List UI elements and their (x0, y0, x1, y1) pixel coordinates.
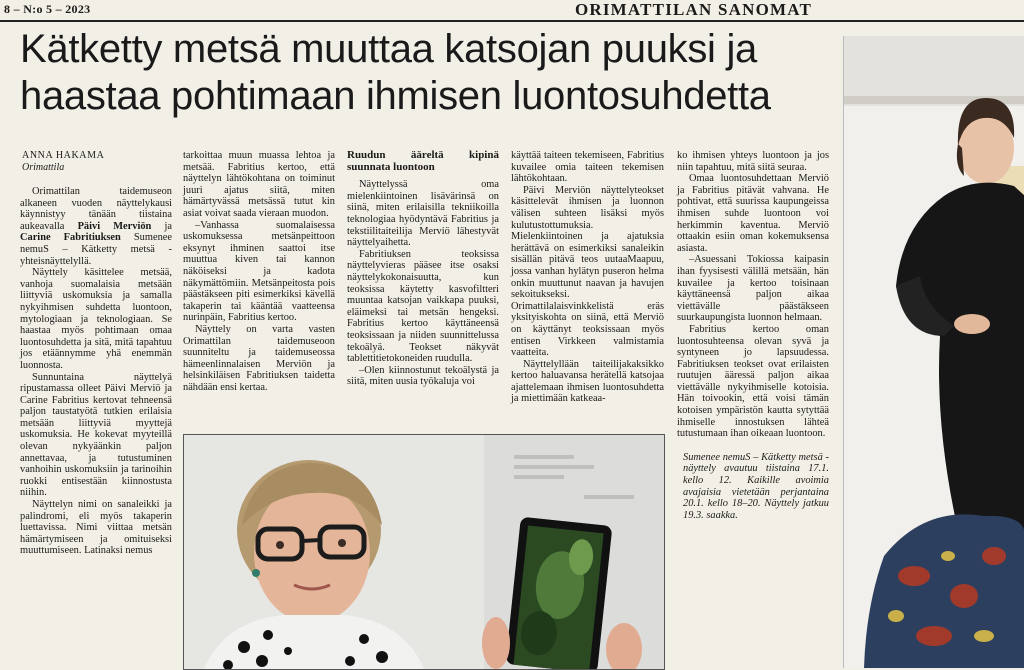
paragraph: Näyttelyllään taiteilijakaksikko kertoo haluavansa herätellä katsojaa ajattelemaan ihmisen luontosuhdetta ja miettimään katkeaa- (511, 358, 664, 405)
paragraph: –Asuessani Tokiossa kaipasin ihan fyysisesti välillä metsään, hän kuvailee ja kertoo toisinaan käyttäneensä paljon aikaa viettävälle päästäkseen suurkaupungista luonnon helmaan. (677, 254, 829, 324)
paragraph: Sunnuntaina näyttelyä ripustamassa olleet Päivi Merviö ja Carine Fabritius kertovat tehneensä paljon taustatyötä tutkien erilaisia metsään liittyviä myyttejä uskomuksia. He kokevat myyteillä olevan nykyäänkin paljon annettavaa, ja tutustuminen vanhoihin uskomuksiin ja tarinoihin ruokki entisestään kiinnostusta niihin. (20, 371, 172, 499)
author-name: ANNA HAKAMA (22, 150, 105, 161)
paragraph: Fabritius kertoo oman luontosuhteensa olevan syvä ja syntyneen jo lapsuudessa. Fabritiuksen teokset ovat erilaisten ruutujen ääressä paljon aikaa viettävälle nykyihmiselle kotoisia. Hän toivookin, että voisi tämän kotoisen ympäristön kautta sytyttää ihmiselle innostuksen lähteä tutustumaan ihan oikeaan luontoon. (677, 323, 829, 440)
byline (22, 150, 104, 174)
masthead-rule (0, 20, 1024, 22)
photo-illustration (184, 435, 664, 669)
exhibition-info: Sumenee nemuS – Kätketty metsä -näyttely avautuu tiistaina 17.1. kello 12. Kaikille avoimia avajaisia vietetään perjantaina 20.1. kello 18–20. Näyttely jatkuu 19.3. saakka. (683, 451, 829, 521)
artist-name: Päivi Merviön (77, 220, 152, 232)
text: Sumenee nemuS – Kätketty metsä -yhteisnäyttelyllä. (20, 232, 172, 267)
text-column-5 (677, 150, 829, 521)
paragraph: Näyttelyssä oma mielenkiintoinen lisävärinsä on siinä, miten erilaisilla tekniikoilla teknologiaa hyödyntävä Fabritius ja tekstiilitaiteilija Merviö lähestyvät näyttelyaihetta. (347, 179, 499, 249)
text: Orimattilan taidemuseon alkaneen vuoden näyttelykausi käynnistyy tänään tiistaina aukeavalla (20, 186, 172, 232)
paragraph: tarkoittaa muun muassa lehtoa ja metsää. Fabritius kertoo, että näyttelyn lähtökohtana on toiminut juuri ajatus siitä, miten hämärtyvässä metsässä tutut kin asiat voivat saada vieraan muodon. (183, 150, 335, 219)
paragraph: –Olen kiinnostunut tekoälystä ja siitä, miten uusia työkaluja voi (347, 364, 499, 388)
text-column-1 (20, 186, 172, 557)
paragraph: Näyttelyn nimi on sanaleikki ja palindromi, eli myös takaperin luettavissa. Nimi viittaa metsän hämärtymiseen ja omituiseksi muuttumiseen. Latinaksi nemus (20, 499, 172, 557)
issue-number: 8 – N:o 5 – 2023 (4, 2, 91, 16)
paragraph: Päivi Merviön näyttelyteokset käsittelevät ihmisen ja luonnon välisen suhteen lisäksi myös kulutustottumuksia. Mielenkiintoinen ja ajatuksia herättävä on esimerkiksi sanaleikin sisällän pitävä teos uutaaMaapuu, jossa vanhan hylätyn puseron helma onkin muuttunut naavan ja havujen sekoitukseksi. Orimattilalaisvinkkelistä eräs yksityiskohta on siinä, että Merviö on käyttänyt teoksissaan myös entisen Virkkeen valmistamia vaatteita. (511, 184, 664, 359)
subheading: Ruudun ääreltä kipinä suunnata luontoon (347, 149, 499, 173)
text-column-4 (511, 150, 664, 405)
photo-artist-with-tablet (183, 434, 665, 670)
paragraph: ko ihmisen yhteys luontoon ja jos niin tapahtuu, mitä siitä seuraa. (677, 150, 829, 173)
masthead (0, 0, 1024, 22)
text-column-2 (183, 150, 335, 393)
paragraph: –Vanhassa suomalaisessa uskomuksessa metsänpeittoon eksynyt ihminen saattoi itse muuttua kiven tai kannon näköiseksi ja kadota näkymättömiin. Metsänpeitosta pois päästäkseen piti esimerkiksi kävellä takaperin tai kääntää vaatteensa nurinpäin, Fabritius kertoo. (183, 219, 335, 324)
author-location: Orimattila (22, 162, 65, 173)
artist-name: Carine Fabritiuksen (20, 232, 121, 244)
text-column-3 (347, 150, 499, 388)
paragraph: Näyttely on varta vasten Orimattilan taidemuseoon suunniteltu ja taidemuseossa hämeenlinnalaisen Merviön ja helsinkiläisen Fabritiuksen taidetta nähdään ensi kertaa. (183, 323, 335, 393)
newspaper-name: ORIMATTILAN SANOMAT (574, 0, 812, 19)
article-headline: Kätketty metsä muuttaa katsojan puuksi ja haastaa pohtimaan ihmisen luontosuhdetta (20, 27, 771, 118)
paragraph (20, 186, 172, 267)
paragraph: Fabritiuksen teoksissa näyttelyvieras pääsee itse osaksi näyttelykokonaisuutta, kun teoksissa käytetty kasvofiltteri muuntaa katsojan vaikkapa puuksi, eläimeksi tai metsän hengeksi. Fabritius kertoo käyttäneensä teoksissaan ja niiden suunnittelussa tekoälyä. Teokset näkyvät tablettitietokoneiden ruudulla. (347, 248, 499, 365)
paragraph: Näyttely käsittelee metsää, vanhoja suomalaisia metsään liittyviä uskomuksia ja samalla nykyihmisen suhdetta luontoon, mytologiaan ja teknologiaan. Se haastaa myös pohtimaan omaa luontosuhdetta ja sitä, mitä tapahtuu jos etäännymme yhä enemmän luonnosta. (20, 267, 172, 371)
paragraph: käyttää taiteen tekemiseen, Fabritius kuvailee omia taiteen tekemisen lähtökohtaan. (511, 150, 664, 185)
paragraph: Omaa luontosuhdettaan Merviö ja Fabritius pitävät vahvana. He pohtivat, että suurissa kaupungeissa ihmisen suhde luontoon voi herkimmin kaventua. Merviö ottaakin esiin oman kokemuksensa asiasta. (677, 173, 829, 254)
text: ja (151, 220, 172, 232)
photo-illustration (844, 36, 1024, 668)
photo-artist-standing (843, 36, 1024, 668)
